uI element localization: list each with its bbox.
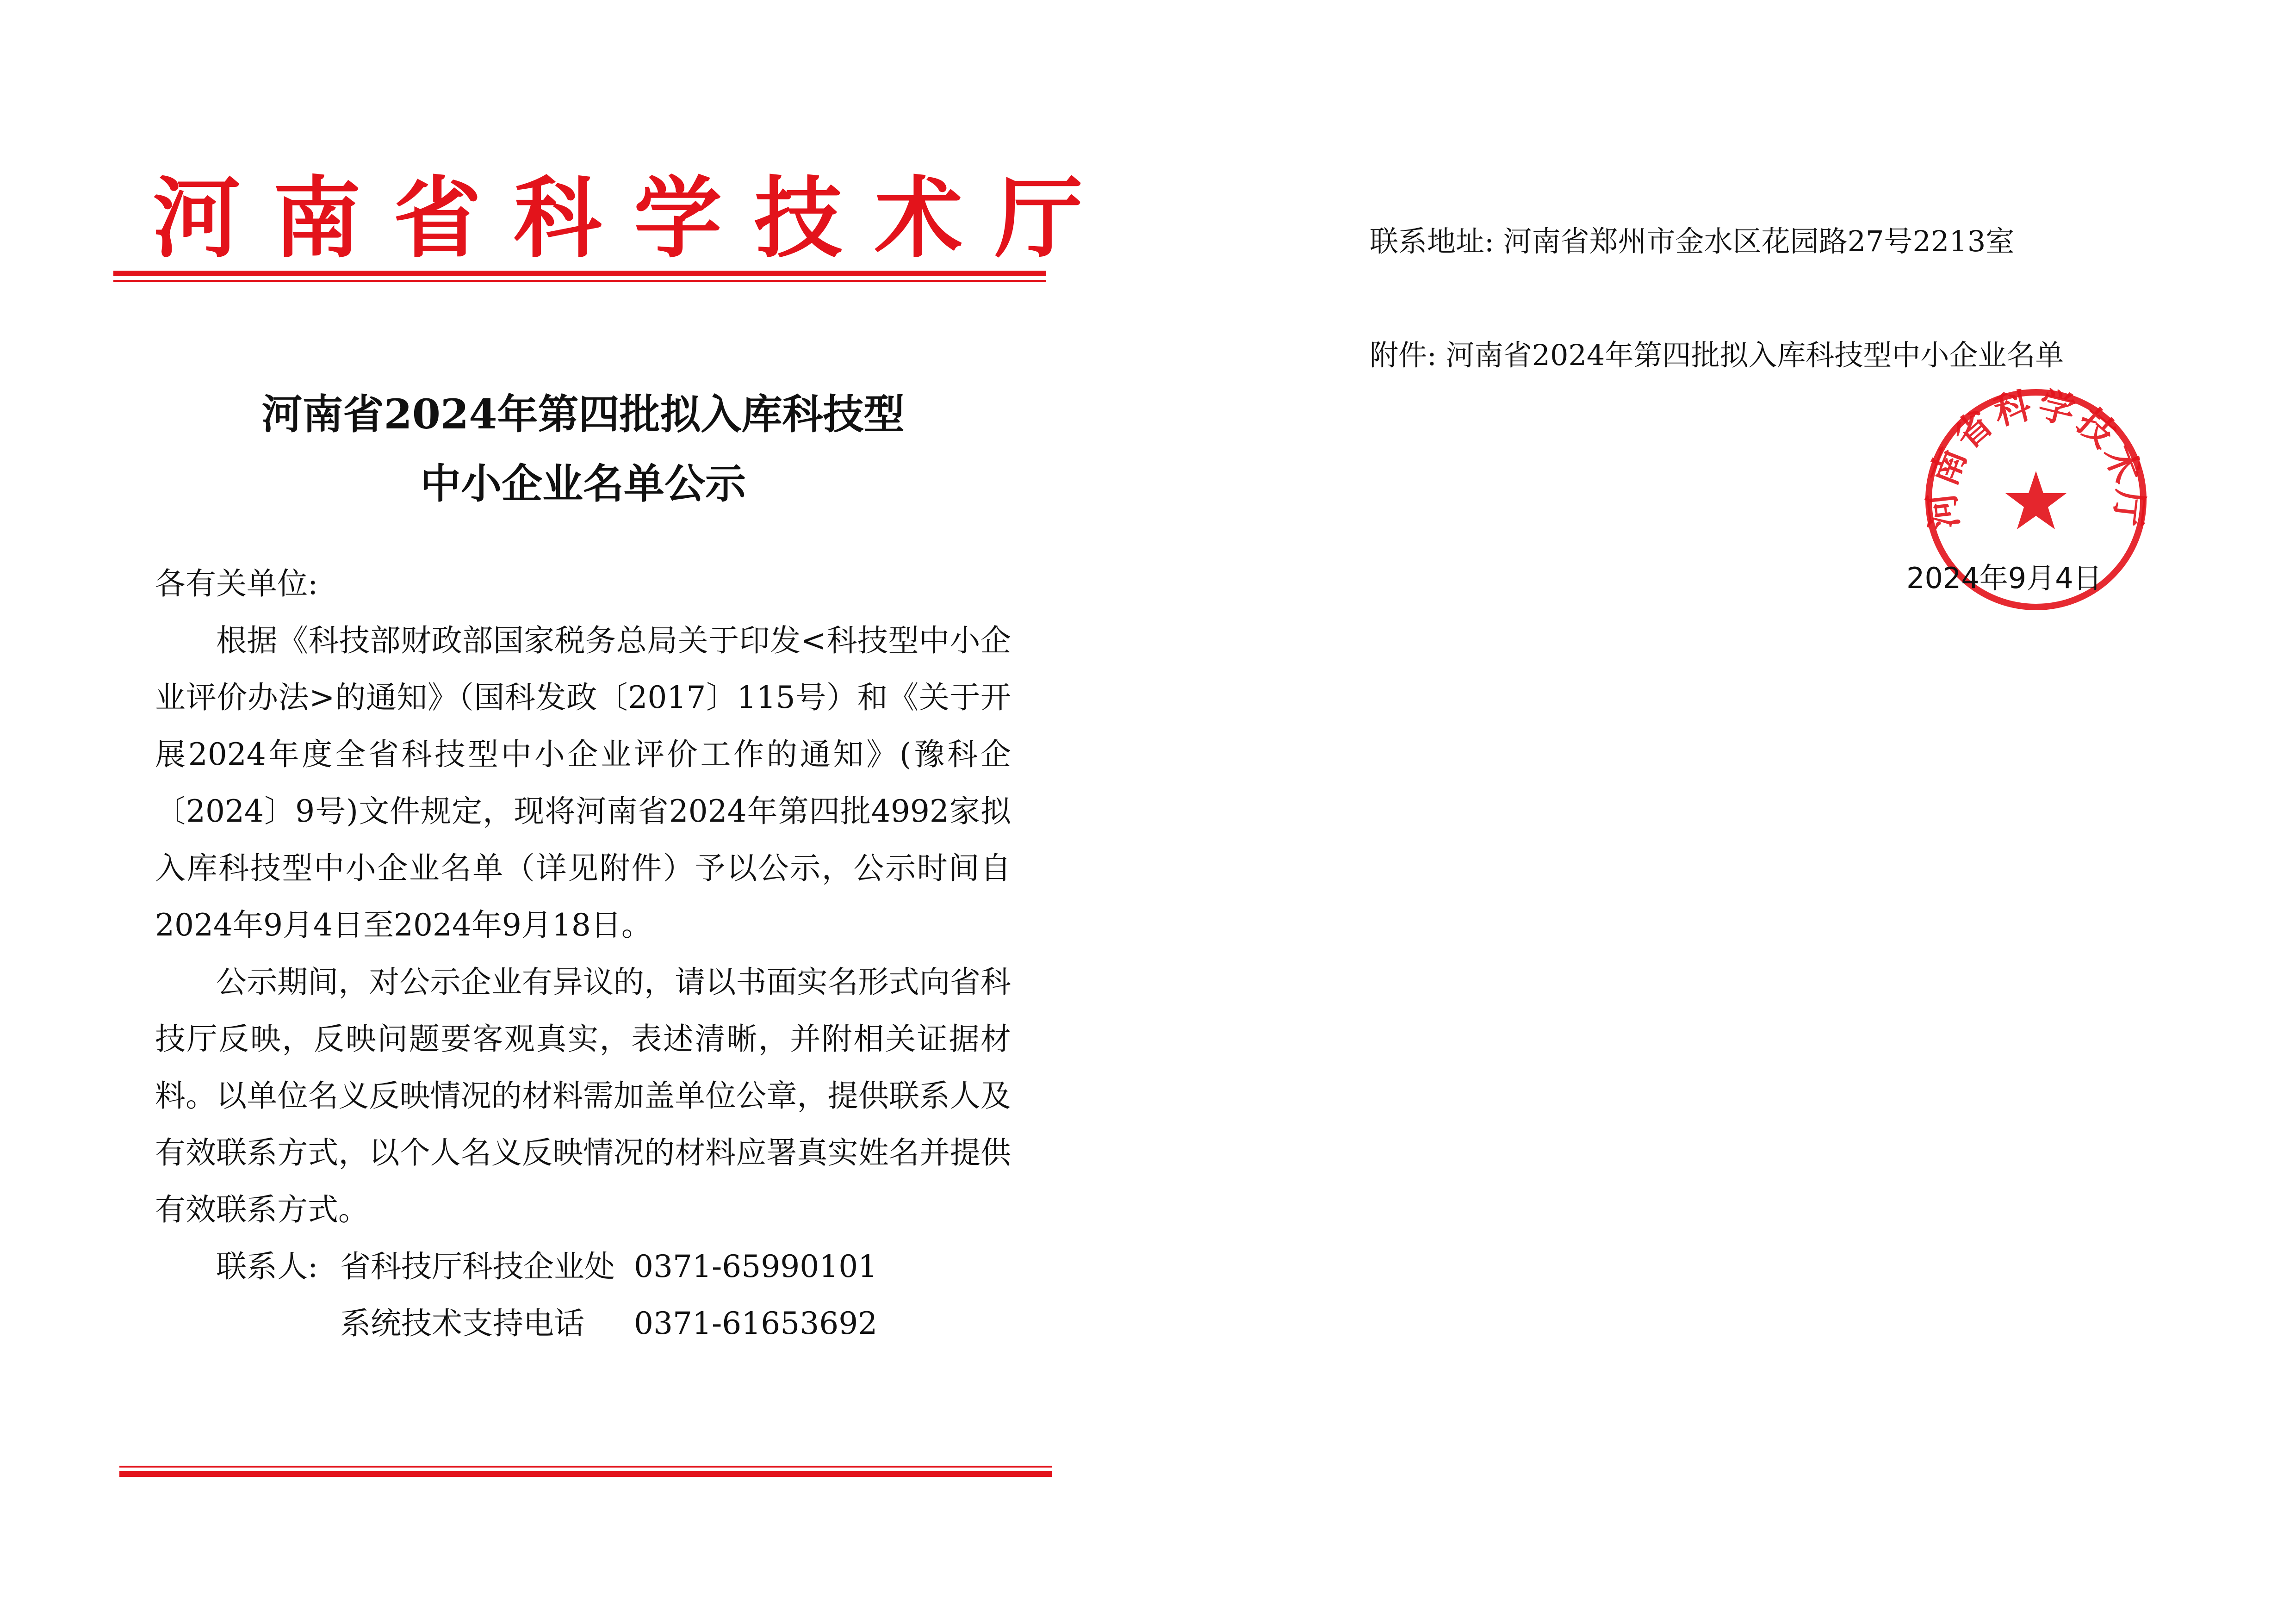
seal-star-icon xyxy=(2005,471,2066,529)
title-line-2: 中小企业名单公示 xyxy=(420,459,746,508)
contact-address: 联系地址: 河南省郑州市金水区花园路27号2213室 xyxy=(1370,224,2015,258)
title-line-1: 河南省2024年第四批拟入库科技型 xyxy=(261,390,905,438)
contact-2-phone: 0371-61653692 xyxy=(634,1306,878,1341)
contact-1-name: 省科技厅科技企业处 xyxy=(340,1249,615,1284)
header-rule-thin xyxy=(113,280,1046,282)
seal-text: 河南省科学技术厅 xyxy=(1920,384,2152,531)
contact-1-phone: 0371-65990101 xyxy=(634,1249,878,1284)
footer-rule-thick xyxy=(119,1471,1052,1477)
contact-2-name: 系统技术支持电话 xyxy=(340,1306,584,1341)
body-paragraph-2: 公示期间，对公示企业有异议的，请以书面实名形式向省科技厅反映，反映问题要客观真实，表述清晰，并附相关证据材料。以单位名义反映情况的材料需加盖单位公章，提供联系人及有效联系方式，以个人名义反映情况的材料应署真实姓名并提供有效联系方式。 xyxy=(155,964,1011,1227)
issue-date: 2024年9月4日 xyxy=(1906,561,2102,595)
salutation: 各有关单位: xyxy=(155,566,318,601)
contact-label: 联系人: xyxy=(216,1249,318,1284)
footer-rule-thin xyxy=(119,1466,1052,1468)
header-rule-thick xyxy=(113,271,1046,276)
header-org-name: 河南省科学技术厅 xyxy=(153,167,1116,270)
document-title xyxy=(116,379,1050,518)
attachment-line: 附件: 河南省2024年第四批拟入库科技型中小企业名单 xyxy=(1370,338,2064,372)
body-paragraph-1: 根据《科技部财政部国家税务总局关于印发<科技型中小企业评价办法>的通知》（国科发政〔2017〕115号）和《关于开展2024年度全省科技型中小企业评价工作的通知》(豫科企〔2024〕9号)文件规定，现将河南省2024年第四批4992家拟入库科技型中小企业名单（详见附件）予以公示，公示时间自2024年9月4日至2024年9月18日。 xyxy=(155,623,1011,943)
